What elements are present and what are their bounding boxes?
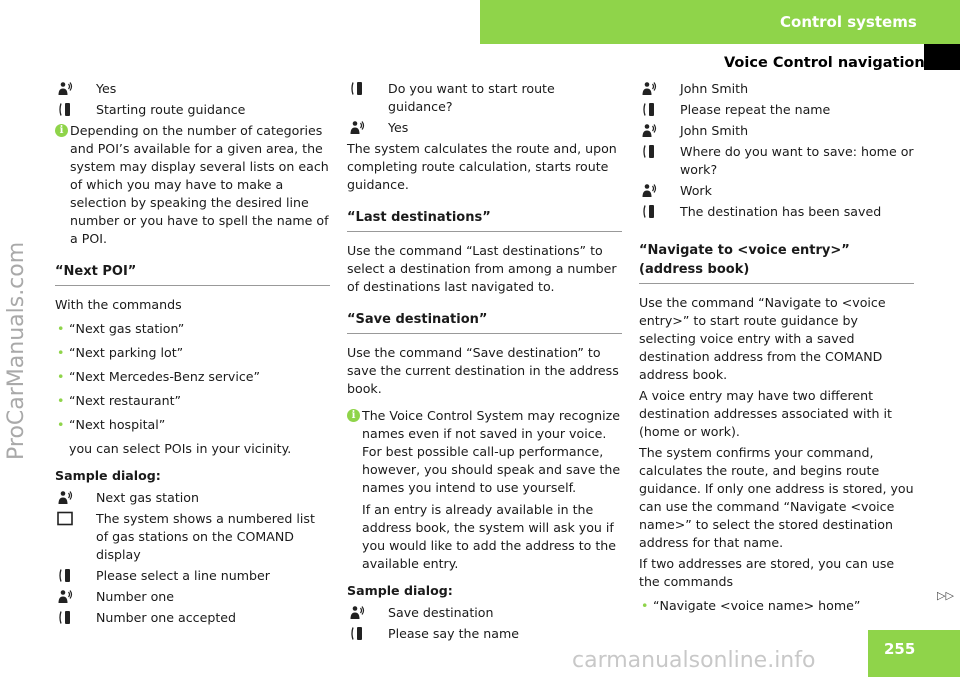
heading-last-destinations: “Last destinations” (347, 208, 622, 232)
page-number-tab (868, 630, 960, 677)
dialog-line (639, 143, 914, 179)
sample-dialog-3 (639, 80, 914, 221)
system-voice-icon (57, 610, 73, 625)
section-title: Voice Control navigation (724, 55, 925, 71)
sample-dialog-label-2: Sample dialog: (347, 583, 453, 598)
sample-dialog-2 (347, 604, 622, 643)
system-voice-icon (349, 626, 365, 641)
bullet-item: • “Next hospital” (55, 416, 330, 434)
dialog-text: Starting route guidance (96, 102, 246, 117)
bullet-item: • “Navigate <voice name> home” (639, 597, 914, 615)
bullets-followup: you can select POIs in your vicinity. (69, 441, 292, 456)
speaker-icon (349, 120, 365, 135)
dialog-text: Please say the name (388, 626, 519, 641)
speaker-icon (57, 490, 73, 505)
speaker-icon (57, 589, 73, 604)
system-voice-icon (641, 102, 657, 117)
side-watermark: ProCarManuals.com (4, 241, 29, 460)
commands-intro: With the commands (55, 297, 182, 312)
nav-text-3: The system confirms your command, calculates the route, and begins route guidance. If only one address is stored, you can use the command “Navigate <voice name>” to select the stored destination address for that name. (639, 445, 914, 550)
speaker-icon (641, 81, 657, 96)
info-text: Depending on the number of categories and POI’s available for a given area, the system may display several lists on each of which you may have to make a selection by speaking the desired line number or you have to spell the name of a POI. (70, 123, 329, 246)
route-calc-text: The system calculates the route and, upon completing route calculation, starts route guidance. (347, 141, 617, 192)
dialog-line (347, 119, 622, 137)
dialog-line (347, 625, 622, 643)
dialog-top-2 (347, 80, 622, 137)
continued-arrow-icon: ▷▷ (937, 589, 954, 602)
nav-bullets (639, 597, 914, 615)
column-1 (55, 80, 330, 630)
dialog-text: Number one accepted (96, 610, 237, 625)
bullet-item: • “Next restaurant” (55, 392, 330, 410)
speaker-icon (641, 123, 657, 138)
bullet-item: • “Next Mercedes-Benz service” (55, 368, 330, 386)
dialog-line (639, 122, 914, 140)
dialog-line (55, 609, 330, 627)
last-destinations-text: Use the command “Last destinations” to select a destination from among a number of destinations last navigated to. (347, 243, 617, 294)
dialog-line (55, 510, 330, 564)
dialog-line (55, 567, 330, 585)
info-text-b: If an entry is already available in the address book, the system will ask you if you would like to add the address to the available entry. (362, 502, 617, 571)
display-icon (57, 511, 73, 526)
system-voice-icon (57, 102, 73, 117)
sample-dialog-1 (55, 489, 330, 627)
dialog-text: Next gas station (96, 490, 199, 505)
system-voice-icon (349, 81, 365, 96)
info-note-2 (347, 407, 622, 497)
info-note-2b (347, 501, 622, 573)
heading-navigate-to: “Navigate to <voice entry>” (address book) (639, 241, 914, 284)
info-text-a: The Voice Control System may recognize names even if not saved in your voice. For best possible call-up performance, however, you should speak and save the names you intend to use yourself. (362, 408, 621, 495)
dialog-line (55, 588, 330, 606)
dialog-line (55, 101, 330, 119)
dialog-text: The system shows a numbered list of gas stations on the COMAND display (96, 511, 315, 562)
heading-save-destination: “Save destination” (347, 310, 622, 334)
dialog-text: Do you want to start route guidance? (388, 81, 555, 114)
speaker-icon (349, 605, 365, 620)
nav-text-1: Use the command “Navigate to <voice entry>” to start route guidance by selecting voice entry with a saved destination address from the COMAND address book. (639, 295, 886, 382)
dialog-line (639, 182, 914, 200)
dialog-line (639, 203, 914, 221)
section-marker (924, 44, 960, 70)
bullet-item: • “Next gas station” (55, 320, 330, 338)
system-voice-icon (641, 144, 657, 159)
info-note (55, 122, 330, 248)
speaker-icon (57, 81, 73, 96)
dialog-text: Yes (96, 81, 117, 96)
page-number: 255 (884, 640, 916, 658)
dialog-top-1 (55, 80, 330, 119)
system-voice-icon (641, 204, 657, 219)
dialog-line (347, 80, 622, 116)
info-icon: i (55, 124, 68, 137)
nav-text-2: A voice entry may have two different destination addresses associated with it (home or work). (639, 388, 892, 439)
info-icon: i (347, 409, 360, 422)
dialog-text: Yes (388, 120, 409, 135)
bottom-watermark: carmanualsonline.info (572, 648, 816, 673)
dialog-line (639, 80, 914, 98)
dialog-text: Number one (96, 589, 175, 604)
nav-text-4: If two addresses are stored, you can use the commands (639, 556, 895, 589)
column-3 (639, 80, 914, 621)
dialog-text: Please select a line number (96, 568, 270, 583)
dialog-text: Save destination (388, 605, 494, 620)
sample-dialog-label: Sample dialog: (55, 468, 161, 483)
command-bullets (55, 320, 330, 434)
chapter-title: Control systems (780, 13, 917, 31)
dialog-text: John Smith (680, 81, 749, 96)
dialog-text: Work (680, 183, 712, 198)
dialog-text: The destination has been saved (680, 204, 882, 219)
column-2 (347, 80, 622, 646)
heading-next-poi: “Next POI” (55, 262, 330, 286)
dialog-line (347, 604, 622, 622)
speaker-icon (641, 183, 657, 198)
save-destination-text: Use the command “Save destination” to save the current destination in the address book. (347, 345, 619, 396)
dialog-text: Where do you want to save: home or work? (680, 144, 914, 177)
dialog-text: Please repeat the name (680, 102, 831, 117)
chapter-tab (480, 0, 960, 44)
dialog-line (55, 80, 330, 98)
dialog-line (639, 101, 914, 119)
dialog-line (55, 489, 330, 507)
bullet-item: • “Next parking lot” (55, 344, 330, 362)
dialog-text: John Smith (680, 123, 749, 138)
system-voice-icon (57, 568, 73, 583)
